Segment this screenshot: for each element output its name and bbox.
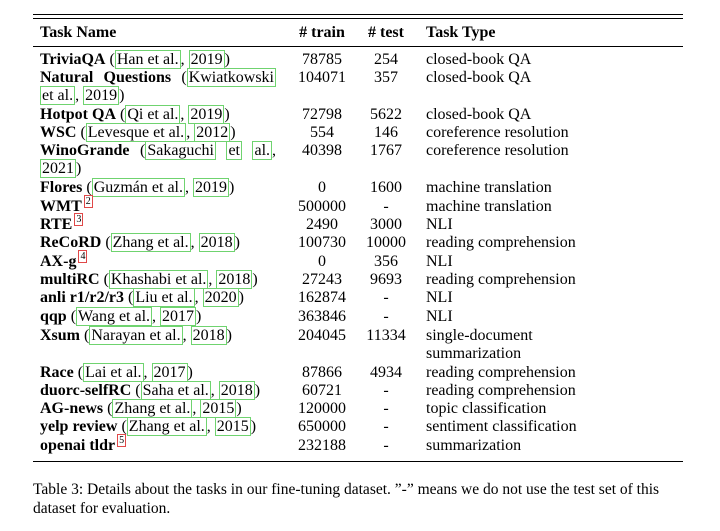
task-name: Race	[40, 364, 74, 381]
task-type: sentiment classification	[426, 418, 577, 435]
citation-year: 2019	[190, 51, 223, 68]
test-count: 4934	[370, 364, 402, 381]
citation-author: Zhang et al.	[114, 400, 191, 417]
cite-paren: )	[238, 289, 244, 306]
cite-paren: )	[228, 179, 235, 196]
citation-year-link[interactable]	[219, 381, 255, 400]
citation-year-link[interactable]	[200, 399, 236, 418]
citation-year: 2017	[162, 308, 195, 325]
cite-paren: )	[236, 400, 242, 417]
table-row-task	[40, 253, 87, 271]
table-row-task	[40, 234, 240, 252]
cite-paren: (	[84, 327, 90, 344]
task-name: anli r1/r2/r3	[40, 289, 124, 306]
test-count: -	[383, 418, 389, 435]
train-count: 78785	[302, 51, 342, 68]
test-count: -	[383, 289, 389, 306]
task-type: single-document	[426, 327, 533, 344]
citation-link[interactable]	[83, 363, 143, 382]
cite-sep: ,	[210, 382, 219, 399]
train-count: 40398	[302, 142, 342, 159]
task-type: closed-book QA	[426, 51, 532, 68]
citation-link[interactable]	[92, 178, 185, 197]
task-name: WinoGrande	[40, 142, 130, 159]
train-count: 554	[310, 124, 334, 141]
task-name: multiRC	[40, 271, 100, 288]
train-count: 120000	[298, 400, 346, 417]
test-count: 5622	[370, 106, 402, 123]
cite-paren: (	[77, 364, 84, 381]
test-count: 9693	[370, 271, 402, 288]
table-row-task	[40, 400, 242, 418]
citation-link[interactable]	[133, 288, 194, 307]
citation-link[interactable]	[89, 326, 182, 345]
test-count: -	[383, 198, 389, 215]
citation-author: Zhang et al.	[112, 234, 189, 251]
table-row-task-cont	[40, 87, 124, 105]
task-name: qqp	[40, 308, 67, 325]
cite-paren: (	[181, 69, 187, 86]
task-name: Xsum	[40, 327, 81, 344]
test-count: -	[383, 437, 389, 454]
task-name: duorc-selfRC	[40, 382, 132, 399]
task-type: reading comprehension	[426, 271, 576, 288]
cite-paren: (	[70, 308, 77, 325]
citation-year-link[interactable]	[216, 270, 252, 289]
citation-year: 2019	[85, 87, 118, 104]
cite-paren: )	[234, 234, 240, 251]
citation-year-link[interactable]	[191, 326, 227, 345]
citation-link[interactable]	[127, 417, 207, 436]
citation-author: Khashabi et al.	[110, 271, 207, 288]
table-top-rule	[33, 14, 683, 15]
citation-year: 2021	[42, 160, 74, 177]
cite-paren: )	[250, 418, 257, 435]
cite-paren: (	[139, 142, 146, 159]
train-count: 232188	[298, 437, 346, 454]
table-row-task	[40, 289, 244, 307]
citation-link[interactable]: Kwiatkowski	[188, 69, 274, 86]
train-count: 27243	[302, 271, 342, 288]
train-count: 100730	[298, 234, 346, 251]
task-type: topic classification	[426, 400, 547, 417]
citation-year-link[interactable]	[203, 288, 239, 307]
citation-year-link[interactable]	[160, 307, 196, 326]
train-count: 0	[318, 179, 326, 196]
cite-sep: ,	[206, 418, 215, 435]
cite-paren: )	[196, 308, 202, 325]
citation-year: 2015	[216, 418, 249, 435]
task-name: Natural Questions	[40, 69, 172, 86]
citation-link[interactable]: et al.	[42, 87, 74, 104]
table-top-rule-2	[33, 18, 683, 19]
cite-paren: )	[252, 271, 258, 288]
task-type: coreference resolution	[426, 142, 569, 159]
task-type: NLI	[426, 289, 453, 306]
table-row-task	[40, 271, 258, 289]
task-name: Flores	[40, 179, 83, 196]
citation-link[interactable]	[76, 307, 152, 326]
footnote-link[interactable]: 3	[76, 214, 82, 225]
citation-link[interactable]	[112, 399, 192, 418]
train-count: 60721	[302, 382, 342, 399]
cite-sep: ,	[75, 87, 84, 104]
cite-paren: )	[254, 382, 261, 399]
cite-paren: )	[224, 106, 230, 123]
header-train: # train	[299, 24, 345, 41]
train-count: 204045	[298, 327, 346, 344]
task-type: NLI	[426, 216, 453, 233]
cite-sep: ,	[143, 364, 152, 381]
cite-sep: ,	[152, 308, 161, 325]
train-count: 0	[318, 253, 326, 270]
cite-paren: )	[119, 87, 125, 104]
cite-sep: ,	[272, 142, 277, 159]
cite-paren: (	[80, 124, 86, 141]
table-row-task	[40, 327, 232, 345]
citation-author: Qi et al.	[127, 106, 179, 123]
citation-year: 2019	[194, 179, 227, 196]
table-row-task	[40, 142, 276, 160]
test-count: 254	[374, 51, 398, 68]
task-type: reading comprehension	[426, 364, 576, 381]
citation-author: Liu et al.	[135, 289, 193, 306]
footnote-link[interactable]: 4	[80, 251, 86, 262]
train-count: 363846	[298, 308, 346, 325]
citation-link[interactable]	[141, 381, 211, 400]
cite-sep: ,	[208, 271, 217, 288]
test-count: -	[383, 382, 389, 399]
citation-year: 2018	[218, 271, 251, 288]
test-count: -	[383, 308, 389, 325]
cite-paren: (	[86, 179, 92, 196]
table-header-rule	[33, 46, 683, 47]
footnote-link[interactable]: 2	[85, 196, 91, 207]
header-task-name: Task Name	[40, 24, 117, 41]
test-count: -	[383, 400, 389, 417]
citation-author: Lai et al.	[85, 364, 142, 381]
task-type: machine translation	[426, 198, 552, 215]
task-name: WMT	[40, 198, 82, 215]
table-row-task	[40, 364, 193, 382]
train-count: 162874	[298, 289, 346, 306]
citation-link[interactable]: et	[228, 142, 240, 159]
task-name: Hotpot QA	[40, 106, 116, 123]
citation-year-link[interactable]	[152, 363, 188, 382]
table-row-task	[40, 124, 236, 142]
header-task-type: Task Type	[426, 24, 496, 41]
citation-year-link[interactable]	[215, 417, 251, 436]
header-test: # test	[368, 24, 404, 41]
footnote-link[interactable]: 5	[119, 435, 125, 446]
task-type: coreference resolution	[426, 124, 569, 141]
cite-paren: )	[226, 327, 232, 344]
citation-author: Zhang et al.	[128, 418, 205, 435]
task-type: reading comprehension	[426, 234, 576, 251]
cite-paren: (	[127, 289, 134, 306]
task-type: NLI	[426, 253, 453, 270]
citation-author: Narayan et al.	[91, 327, 181, 344]
table-row-task	[40, 69, 276, 87]
table-row-task	[40, 216, 83, 234]
table-caption: Table 3: Details about the tasks in our fine-tuning dataset. ”-” means we do not use the test set of this dataset for evaluation.	[33, 481, 660, 517]
citation-year: 2012	[196, 124, 229, 141]
train-count: 104071	[298, 69, 346, 86]
cite-paren: (	[121, 418, 127, 435]
table-row-task	[40, 179, 234, 197]
cite-paren: (	[103, 271, 109, 288]
citation-year: 2017	[153, 364, 186, 381]
citation-year: 2020	[204, 289, 237, 306]
citation-link[interactable]	[115, 50, 181, 69]
citation-year: 2018	[220, 382, 253, 399]
citation-year: 2019	[190, 106, 223, 123]
table-row-task	[40, 382, 260, 400]
cite-paren: )	[187, 364, 193, 381]
train-count: 500000	[298, 198, 346, 215]
task-name: AG-news	[40, 400, 104, 417]
test-count: 357	[374, 69, 398, 86]
task-type-cont: summarization	[426, 345, 522, 362]
citation-year: 2018	[200, 234, 233, 251]
citation-author: Saha et al.	[142, 382, 209, 399]
citation-link[interactable]	[111, 233, 191, 252]
train-count: 650000	[298, 418, 346, 435]
citation-author: Wang et al.	[78, 308, 151, 325]
cite-paren: (	[120, 106, 126, 123]
citation-year-link[interactable]	[40, 159, 76, 178]
cite-sep: ,	[180, 51, 189, 68]
citation-link[interactable]	[86, 123, 186, 142]
task-type: NLI	[426, 308, 453, 325]
cite-sep: ,	[192, 400, 201, 417]
task-type: reading comprehension	[426, 382, 576, 399]
task-type: machine translation	[426, 179, 552, 196]
task-name: TriviaQA	[40, 51, 106, 68]
cite-sep: ,	[190, 234, 199, 251]
citation-year-link[interactable]	[193, 178, 229, 197]
cite-paren: (	[135, 382, 141, 399]
citation-link[interactable]	[109, 270, 209, 289]
test-count: 10000	[366, 234, 406, 251]
task-name: AX-g	[40, 253, 77, 270]
task-name: yelp review	[40, 418, 118, 435]
citation-link[interactable]: Sakaguchi	[147, 142, 214, 159]
table-row-task	[40, 437, 126, 455]
table-row-task	[40, 308, 201, 326]
train-count: 2490	[306, 216, 338, 233]
citation-author: Guzmán et al.	[93, 179, 183, 196]
cite-paren: )	[230, 124, 236, 141]
cite-sep: ,	[182, 327, 191, 344]
task-name: RTE	[40, 216, 73, 233]
citation-year-link[interactable]	[83, 86, 119, 105]
cite-paren: )	[76, 160, 82, 177]
citation-link[interactable]: al.	[254, 142, 271, 159]
cite-paren: (	[105, 234, 111, 251]
cite-sep: ,	[180, 106, 189, 123]
table-row-task	[40, 106, 230, 124]
task-type: closed-book QA	[426, 106, 532, 123]
cite-paren: (	[107, 400, 113, 417]
test-count: 146	[374, 124, 398, 141]
citation-author: Levesque et al.	[87, 124, 185, 141]
citation-year-link[interactable]	[199, 233, 235, 252]
task-type: summarization	[426, 437, 522, 454]
citation-year-link[interactable]	[194, 123, 230, 142]
citation-year-link[interactable]	[188, 105, 224, 124]
table-row-task	[40, 198, 93, 216]
table-row-task-cont	[40, 160, 81, 178]
citation-year: 2018	[192, 327, 225, 344]
test-count: 3000	[370, 216, 402, 233]
task-name: WSC	[40, 124, 77, 141]
cite-sep: ,	[184, 179, 193, 196]
train-count: 72798	[302, 106, 342, 123]
task-name: openai tldr	[40, 437, 116, 454]
citation-author: Han et al.	[116, 51, 179, 68]
test-count: 1600	[370, 179, 402, 196]
task-type: closed-book QA	[426, 69, 532, 86]
citation-year-link[interactable]	[189, 50, 225, 69]
table-row-task	[40, 51, 230, 69]
cite-sep: ,	[186, 124, 195, 141]
cite-paren: )	[224, 51, 230, 68]
test-count: 11334	[366, 327, 406, 344]
test-count: 356	[374, 253, 398, 270]
cite-sep: ,	[194, 289, 203, 306]
train-count: 87866	[302, 364, 342, 381]
task-name: ReCoRD	[40, 234, 102, 251]
cite-paren: (	[109, 51, 115, 68]
test-count: 1767	[370, 142, 402, 159]
citation-link[interactable]	[125, 105, 180, 124]
table-row-task	[40, 418, 256, 436]
table-bottom-rule	[33, 461, 683, 462]
citation-year: 2015	[202, 400, 235, 417]
